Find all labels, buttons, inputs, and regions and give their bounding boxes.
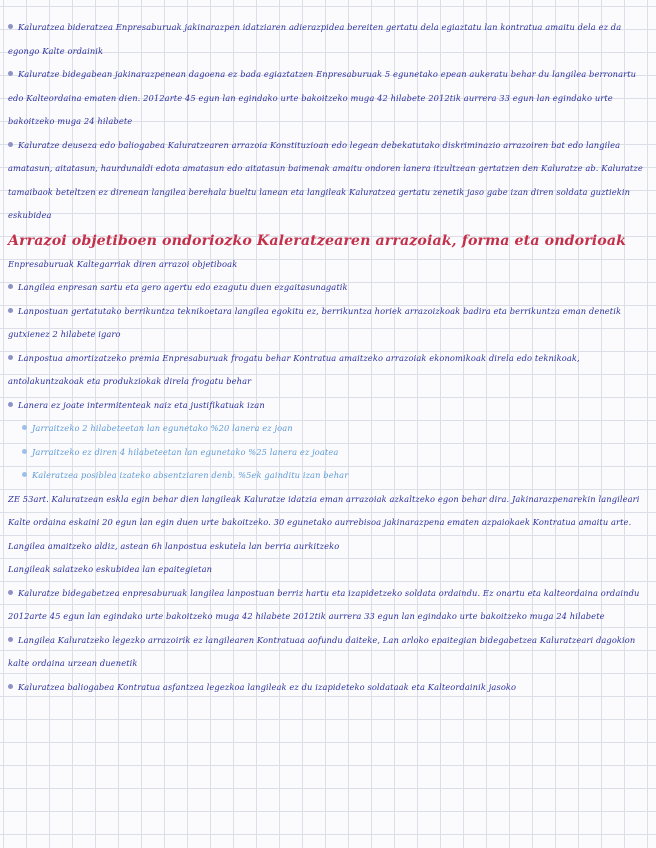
heading-intro: Enpresaburuak Kaltegarriak diren arrazoi objetiboak — [8, 258, 238, 269]
objective-bullet: Lanpostuan gertatutako berrikuntza teknikoetara langilea egokitu ez, berrikuntza horiek arrazoizkoak badira eta berrikuntza eman denetik gutxienez 2 hilabete igaro — [8, 300, 652, 347]
final-bullet: Langilea Kaluratzeko legezko arrazoirik ez langilearen Kontratuaa aofundu daiteke, Lan arloko epaitegian bidegabetzea Kaluratzeari dagokion kalte ordaina urzean duenetik — [8, 629, 652, 676]
objective-bullet: Lanera ez joate intermitenteak naiz eta justifikatuak izan — [8, 394, 652, 418]
final-intro: Langileak salatzeko eskubidea lan epaitegietan — [8, 564, 213, 574]
intro-bullet: Kaluratzea bideratzea Enpresaburuak jakinarazpen idatziaren adierazpidea bereiten gertatu dela egiaztatu lan kontratua amaitu dela ez da egongo Kalte ordainik — [8, 16, 652, 63]
article-paragraph: ZE 53art. Kaluratzean eskla egin behar dien langileak Kaluratze idatzia eman arrazoiak azkaltzeko egon behar dira. Jakinarazpenarekin langileari Kalte ordaina eskaini 20 egun lan egin duen urte bakoitzeko. 30 egunetako aurrebisoa jakinarazpena ematen azpaiokaek Kontratua amaitu arte. Langilea amaitzeko aldiz, astean 6h lanpostua eskutela lan berria aurkitzeko — [8, 493, 640, 551]
objective-bullet: Langilea enpresan sartu eta gero agertu edo ezagutu duen ezgaitasunagatik — [8, 276, 652, 300]
intro-bullet: Kaluratze deuseza edo baliogabea Kaluratzearen arrazoia Konstituzioan edo legean debekatutako diskriminazio arrazoiren bat edo langilea amatasun, aitatasun, haurdunaldi edota amatasun edo aitatasun baimenak amaitu ondoren lanera itzultzean gertatzen den Kaluratze ab. Kaluratze tamaibaok beteltzen ez direnean langilea berehala bueltu lanean eta langileak Kaluratzea gertatu zenetik jaso gabe izan diren soldata guztiekin eskubidea — [8, 134, 652, 228]
sub-bullet: Jarraitzeko 2 hilabeteetan lan egunetako %20 lanera ez joan — [8, 417, 652, 441]
final-bullet: Kaluratze bidegabetzea enpresaburuak langilea lanpostuan berriz hartu eta izapidetzeko soldata ordaindu. Ez onartu eta kalteordaina ordaindu 2012arte 45 egun lan egindako urte bakoitzeko muga 42 hilabete 2012tik aurrera 33 egun lan egindako urte bakoitzeko muga 24 hilabete — [8, 582, 652, 629]
sub-bullet: Jarraitzeko ez diren 4 hilabeteetan lan egunetako %25 lanera ez joatea — [8, 441, 652, 465]
final-bullet: Kaluratzea baliogabea Kontratua asfantzea legezkoa langileak ez du izapideteko soldataak eta Kalteordainik jasoko — [8, 676, 652, 700]
sub-bullet: Kaleratzea posiblea izateko absentziaren denb. %5ek gainditu izan behar — [8, 464, 652, 488]
objective-bullet: Lanpostua amortizatzeko premia Enpresaburuak frogatu behar Kontratua amaitzeko arrazoiak ekonomikoak direla edo teknikoak, antolakuntzakoak eta produkziokak direla frogatu behar — [8, 347, 652, 394]
notebook-page — [8, 16, 652, 699]
section-heading: Arrazoi objetiboen ondoriozko Kaleratzearen arrazoiak, forma eta ondorioak — [8, 232, 627, 249]
intro-bullet: Kaluratze bidegabean jakinarazpenean dagoena ez bada egiaztatzen Enpresaburuak 5 egunetako epean aukeratu behar du langilea berronartu edo Kalteordaina ematen dien. 2012arte 45 egun lan egindako urte bakoitzeko muga 42 hilabete 2012tik aurrera 33 egun lan egindako urte bakoitzeko muga 24 hilabete — [8, 63, 652, 134]
